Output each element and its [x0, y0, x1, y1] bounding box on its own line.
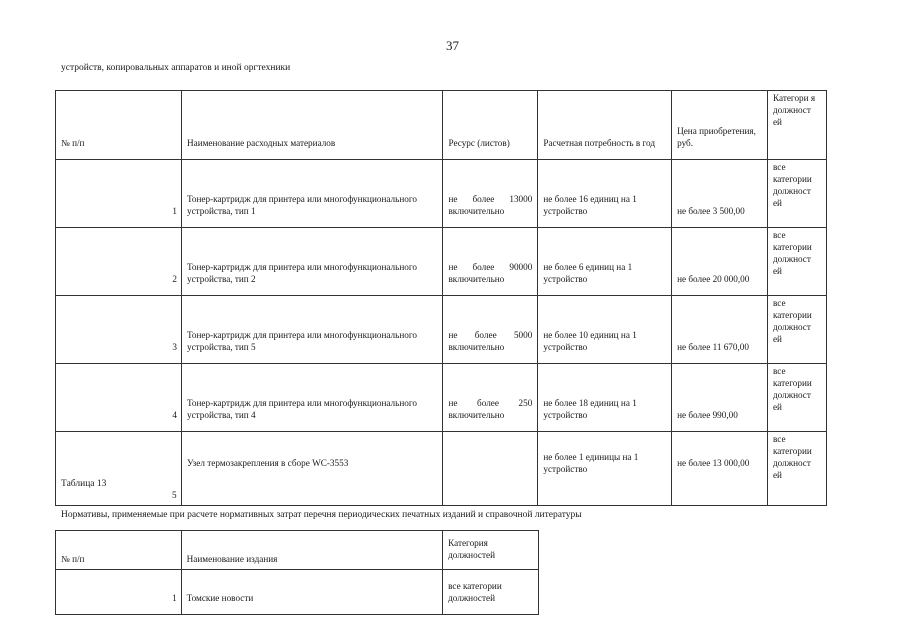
cell-name: Томские новости [181, 570, 442, 615]
cell-name: Тонер-картридж для принтера или многофункционального устройства, тип 2 [181, 228, 442, 296]
header-need: Расчетная потребность в год [538, 91, 672, 160]
cell-name: Тонер-картридж для принтера или многофункционального устройства, тип 4 [181, 364, 442, 432]
table-header-row [56, 531, 539, 570]
cell-category: все категории должност ей [767, 296, 826, 364]
cell-resource: не более 250 включительно [443, 364, 538, 432]
cell-need: не более 18 единиц на 1 устройство [538, 364, 672, 432]
cell-num: 2 [56, 228, 182, 296]
cell-price: не более 990,00 [672, 364, 768, 432]
cell-price: не более 3 500,00 [672, 160, 768, 228]
cell-price: не более 20 000,00 [672, 228, 768, 296]
cell-resource: не более 90000 включительно [443, 228, 538, 296]
cell-price: не более 11 670,00 [672, 296, 768, 364]
header-name: Наименование расходных материалов [181, 91, 442, 160]
periodicals-table [55, 530, 539, 615]
header-num: № п/п [56, 91, 182, 160]
cell-resource: не более 13000 включительно [443, 160, 538, 228]
header-category: Категория должностей [443, 531, 539, 570]
table13-caption: Нормативы, применяемые при расчете нормативных затрат перечня периодических печатных изданий и справочной литературы [61, 510, 582, 520]
cell-num: 1 [56, 570, 182, 615]
cell-category: все категории должност ей [767, 160, 826, 228]
cell-name: Узел термозакрепления в сборе WC-3553 [181, 432, 442, 506]
cell-num: 5 [56, 432, 182, 506]
cell-need: не более 1 единицы на 1 устройство [538, 432, 672, 506]
header-resource: Ресурс (листов) [443, 91, 538, 160]
cell-resource [443, 432, 538, 506]
intro-caption: устройств, копировальных аппаратов и иной оргтехники [61, 63, 291, 73]
consumables-table [55, 90, 827, 506]
header-category: Категори я должност ей [767, 91, 826, 160]
table-header-row [56, 91, 827, 160]
table-row [56, 228, 827, 296]
cell-name: Тонер-картридж для принтера или многофункционального устройства, тип 1 [181, 160, 442, 228]
cell-num: 4 [56, 364, 182, 432]
header-name: Наименование издания [181, 531, 442, 570]
cell-need: не более 16 единиц на 1 устройство [538, 160, 672, 228]
page-number: 37 [446, 38, 459, 53]
cell-category: все категории должност ей [767, 432, 826, 506]
cell-category: все категории должност ей [767, 228, 826, 296]
cell-category: все категории должностей [443, 570, 539, 615]
table13-label: Таблица 13 [61, 479, 107, 489]
cell-num: 1 [56, 160, 182, 228]
header-price: Цена приобретения, руб. [672, 91, 768, 160]
header-num: № п/п [56, 531, 182, 570]
cell-num: 3 [56, 296, 182, 364]
cell-name: Тонер-картридж для принтера или многофункционального устройства, тип 5 [181, 296, 442, 364]
table-row [56, 570, 539, 615]
cell-need: не более 6 единиц на 1 устройство [538, 228, 672, 296]
table-row [56, 296, 827, 364]
cell-category: все категории должност ей [767, 364, 826, 432]
cell-need: не более 10 единиц на 1 устройство [538, 296, 672, 364]
table-row [56, 160, 827, 228]
cell-price: не более 13 000,00 [672, 432, 768, 506]
table-row [56, 432, 827, 506]
table-row [56, 364, 827, 432]
cell-resource: не более 5000 включительно [443, 296, 538, 364]
